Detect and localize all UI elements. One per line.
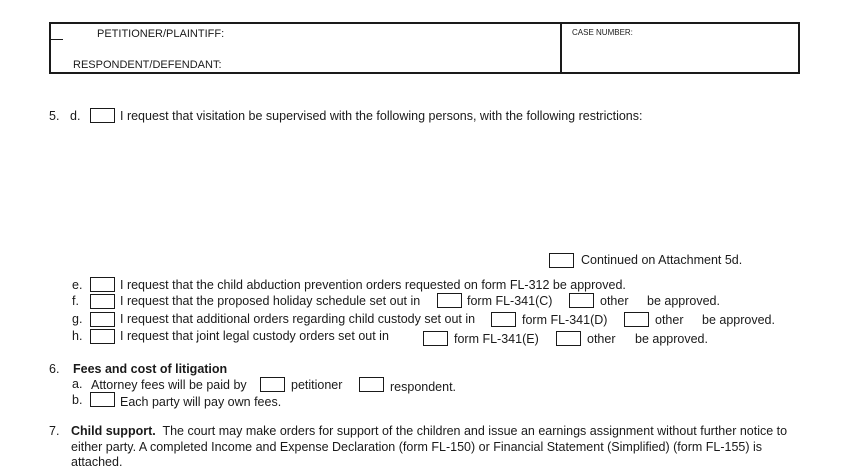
item-6b-checkbox[interactable] (90, 392, 115, 407)
item-5-number: 5. (49, 109, 60, 123)
item-5g-form-checkbox[interactable] (491, 312, 516, 327)
item-5h-other-label: other (587, 332, 616, 346)
respondent-label: RESPONDENT/DEFENDANT: (73, 59, 222, 71)
item-5d-text: I request that visitation be supervised with the following persons, with the following restrictions: (120, 109, 643, 123)
case-number-label: CASE NUMBER: (572, 28, 633, 37)
item-7-title: Child support. (71, 424, 156, 438)
item-6b-text: Each party will pay own fees. (120, 395, 282, 409)
item-5f-form-checkbox[interactable] (437, 293, 462, 308)
item-5g-other-checkbox[interactable] (624, 312, 649, 327)
item-5g-letter: g. (72, 312, 83, 326)
caption-divider (560, 24, 562, 72)
item-5h-other-checkbox[interactable] (556, 331, 581, 346)
item-7-line1-text: The court may make orders for support of the children and issue an earnings assignment without further notice to (162, 424, 788, 438)
item-5f-form-label: form FL-341(C) (467, 294, 553, 308)
item-5e-letter: e. (72, 278, 83, 292)
item-5h-checkbox[interactable] (90, 329, 115, 344)
item-5f-checkbox[interactable] (90, 294, 115, 309)
item-5f-other-label: other (600, 294, 629, 308)
item-5g-end: be approved. (702, 313, 775, 327)
attachment-5d-checkbox[interactable] (549, 253, 574, 268)
caption-box (49, 22, 800, 74)
item-5g-form-label: form FL-341(D) (522, 313, 608, 327)
item-5d-letter: d. (70, 109, 81, 123)
item-5e-checkbox[interactable] (90, 277, 115, 292)
item-5h-letter: h. (72, 329, 83, 343)
item-5g-checkbox[interactable] (90, 312, 115, 327)
item-6-number: 6. (49, 362, 60, 376)
item-6a-respondent-label: respondent. (390, 380, 457, 394)
item-6a-respondent-checkbox[interactable] (359, 377, 384, 392)
petitioner-label: PETITIONER/PLAINTIFF: (97, 28, 225, 40)
item-5h-form-label: form FL-341(E) (454, 332, 539, 346)
item-6a-petitioner-label: petitioner (291, 378, 343, 392)
item-5f-text: I request that the proposed holiday schedule set out in (120, 294, 421, 308)
item-6a-petitioner-checkbox[interactable] (260, 377, 285, 392)
item-6a-letter: a. (72, 377, 83, 391)
item-6a-text: Attorney fees will be paid by (91, 378, 247, 392)
item-5f-end: be approved. (647, 294, 720, 308)
item-5h-form-checkbox[interactable] (423, 331, 448, 346)
item-7-number: 7. (49, 424, 60, 438)
item-5f-other-checkbox[interactable] (569, 293, 594, 308)
item-6-title: Fees and cost of litigation (73, 362, 228, 376)
caption-tick-mark (49, 39, 63, 40)
item-5d-checkbox[interactable] (90, 108, 115, 123)
item-5g-other-label: other (655, 313, 684, 327)
item-7-line2: either party. A completed Income and Expense Declaration (form FL-150) or Financial Statement (Simplified) (form FL-155) is (71, 440, 763, 454)
item-5h-end: be approved. (635, 332, 708, 346)
item-6b-letter: b. (72, 393, 83, 407)
item-7-line1 (71, 424, 787, 438)
item-5f-letter: f. (72, 294, 79, 308)
item-5g-text: I request that additional orders regarding child custody set out in (120, 312, 476, 326)
item-5e-text: I request that the child abduction prevention orders requested on form FL-312 be approved. (120, 278, 626, 292)
item-5h-text: I request that joint legal custody orders set out in (120, 329, 389, 343)
attachment-5d-label: Continued on Attachment 5d. (581, 253, 743, 267)
item-7-line3: attached. (71, 455, 123, 469)
